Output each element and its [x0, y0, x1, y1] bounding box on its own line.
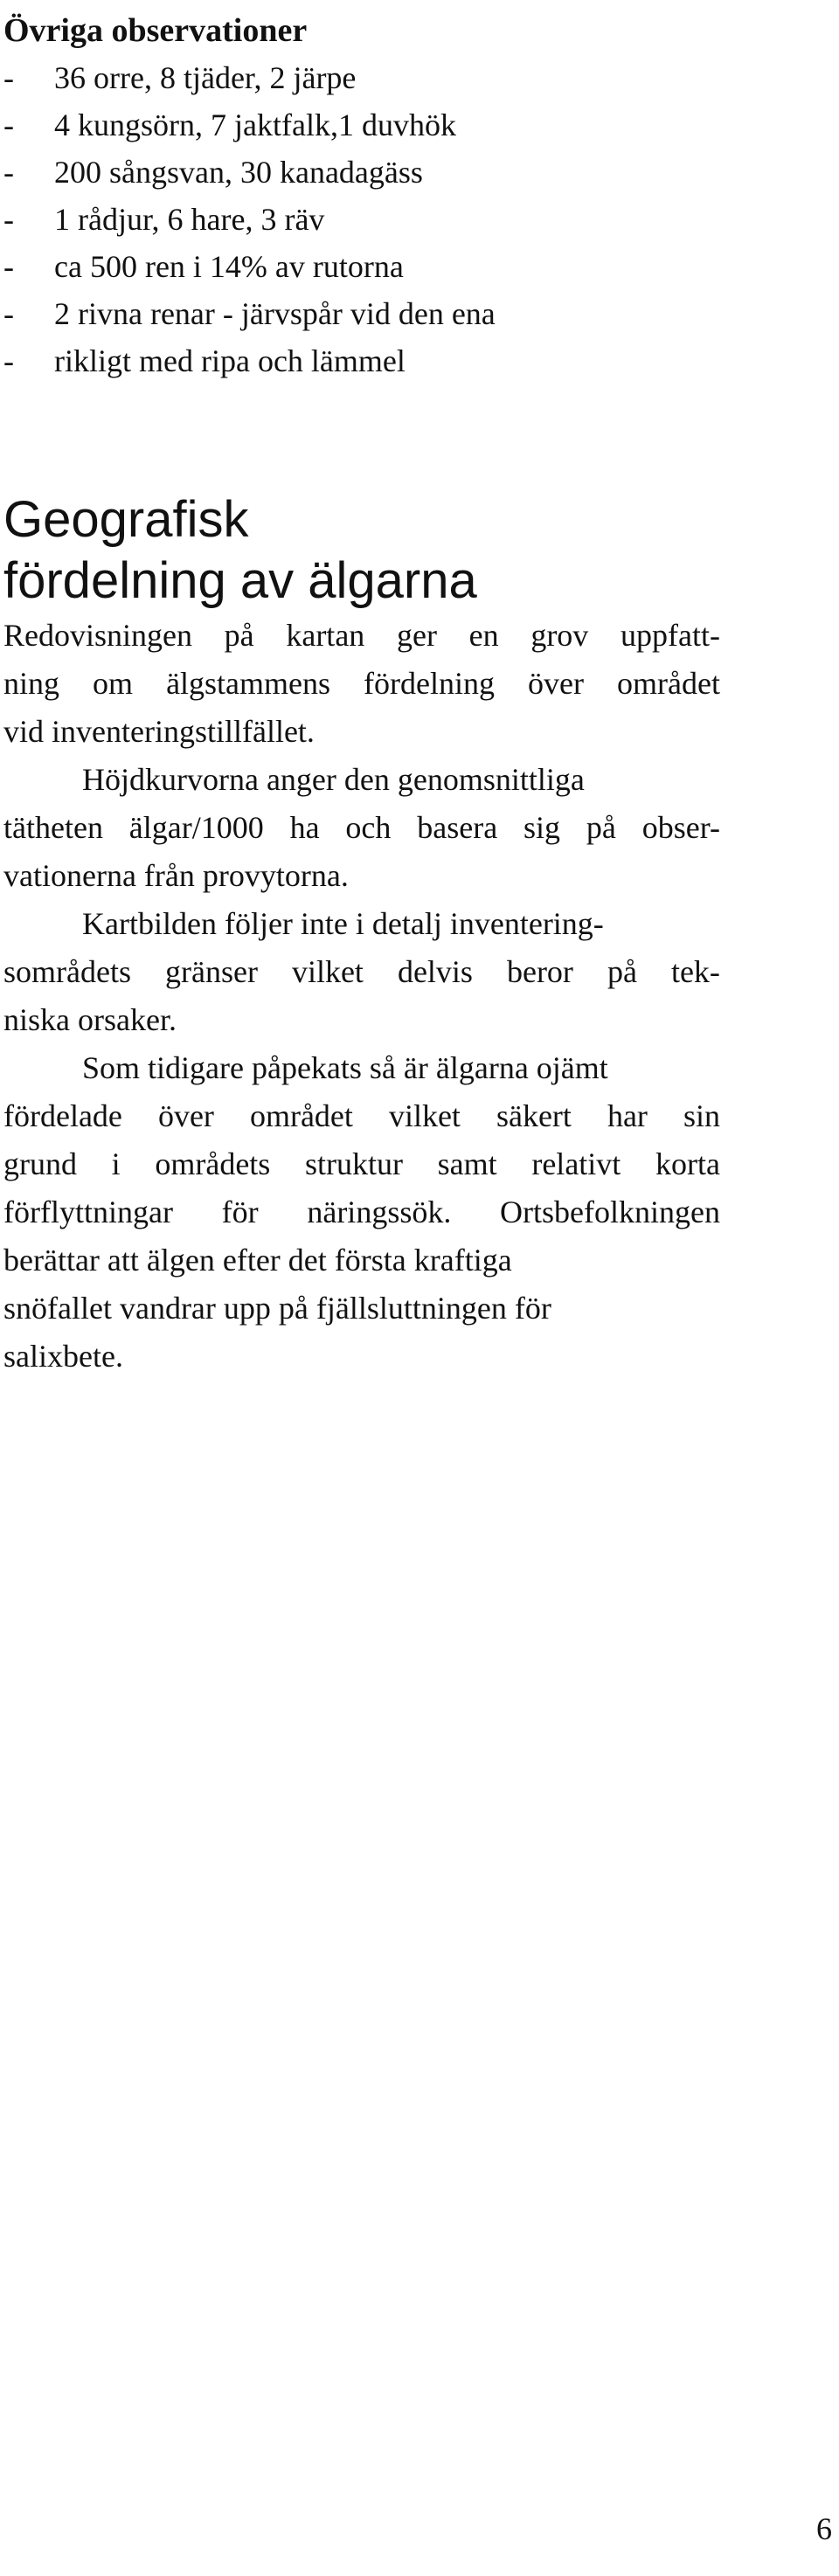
list-dash: - — [3, 343, 14, 378]
word: vilket — [291, 954, 364, 989]
list-dash: - — [3, 202, 14, 237]
word: områdets — [155, 1146, 271, 1181]
list-item — [3, 101, 496, 149]
word: sig — [524, 810, 561, 845]
word: och — [345, 810, 392, 845]
word: tek- — [670, 954, 720, 989]
word: över — [528, 666, 584, 701]
list-item-text: 200 sångsvan, 30 kanadagäss — [54, 155, 423, 190]
word: gränser — [164, 954, 258, 989]
list-dash: - — [3, 60, 14, 95]
word: Redovisningen — [3, 618, 192, 653]
paragraph-line — [3, 612, 720, 660]
word: på — [607, 954, 637, 989]
word: säkert — [496, 1098, 572, 1133]
list-item — [3, 149, 496, 196]
section-title-line: fördelning av älgarna — [3, 552, 477, 609]
word: obser- — [641, 810, 720, 845]
word: grund — [3, 1146, 77, 1181]
paragraph-line: salixbete. — [3, 1339, 123, 1374]
body-text — [3, 612, 720, 1381]
word: beror — [506, 954, 573, 989]
observations-list — [3, 54, 496, 384]
word: fördelning — [364, 666, 496, 701]
section-title-line: Geografisk — [3, 491, 249, 548]
word: sin — [683, 1098, 720, 1133]
section-title — [3, 489, 477, 612]
word: älgar/1000 — [128, 810, 264, 845]
paragraph-line: Som tidigare påpekats så är älgarna ojämt — [82, 1050, 608, 1085]
list-item — [3, 196, 496, 243]
paragraph-line: snöfallet vandrar upp på fjällsluttningen för — [3, 1291, 551, 1326]
word: basera — [417, 810, 498, 845]
word: ger — [396, 618, 437, 653]
list-dash: - — [3, 249, 14, 284]
list-item-text: 2 rivna renar - järvspår vid den ena — [54, 296, 496, 331]
list-item-text: 36 orre, 8 tjäder, 2 järpe — [54, 60, 357, 95]
list-item — [3, 337, 496, 384]
word: om — [93, 666, 134, 701]
word: på — [586, 810, 616, 845]
paragraph-line — [3, 948, 720, 996]
page-number: 6 — [816, 2511, 832, 2546]
word: korta — [655, 1146, 720, 1181]
list-item — [3, 290, 496, 337]
list-item — [3, 54, 496, 101]
word: fördelade — [3, 1098, 122, 1133]
word: förflyttningar — [3, 1195, 173, 1229]
observations-heading: Övriga observationer — [3, 12, 308, 49]
word: Ortsbefolkningen — [500, 1195, 720, 1229]
word: grov — [530, 618, 589, 653]
word: har — [607, 1098, 648, 1133]
word: en — [468, 618, 499, 653]
word: i — [111, 1146, 121, 1181]
paragraph-line — [3, 1140, 720, 1188]
word: relativt — [531, 1146, 621, 1181]
word: vilket — [388, 1098, 461, 1133]
word: samt — [437, 1146, 497, 1181]
word: delvis — [397, 954, 473, 989]
list-item-text: 4 kungsörn, 7 jaktfalk,1 duvhök — [54, 107, 456, 142]
paragraph-line: Kartbilden följer inte i detalj inventering- — [82, 906, 604, 941]
word: tätheten — [3, 810, 103, 845]
paragraph-line: vationerna från provytorna. — [3, 858, 349, 893]
paragraph-line: Höjdkurvorna anger den genomsnittliga — [82, 762, 585, 797]
list-item-text: rikligt med ripa och lämmel — [54, 343, 406, 378]
list-item — [3, 243, 496, 290]
word: på — [224, 618, 254, 653]
word: kartan — [286, 618, 365, 653]
word: älgstammens — [166, 666, 331, 701]
word: näringssök. — [307, 1195, 452, 1229]
list-item-text: 1 rådjur, 6 hare, 3 räv — [54, 202, 325, 237]
paragraph-line — [3, 660, 720, 708]
word: struktur — [305, 1146, 403, 1181]
paragraph-line: berättar att älgen efter det första kraftiga — [3, 1243, 512, 1278]
paragraph-line — [3, 1092, 720, 1140]
paragraph-line — [3, 1188, 720, 1236]
word: området — [249, 1098, 353, 1133]
paragraph-line: vid inventeringstillfället. — [3, 714, 315, 749]
list-item-text: ca 500 ren i 14% av rutorna — [54, 249, 404, 284]
word: för — [221, 1195, 259, 1229]
word: över — [157, 1098, 214, 1133]
word: ning — [3, 666, 60, 701]
word: sområdets — [3, 954, 131, 989]
list-dash: - — [3, 155, 14, 190]
word: området — [617, 666, 720, 701]
list-dash: - — [3, 107, 14, 142]
paragraph-line — [3, 804, 720, 852]
paragraph-line: niska orsaker. — [3, 1002, 177, 1037]
word: uppfatt- — [621, 618, 720, 653]
word: ha — [289, 810, 320, 845]
list-dash: - — [3, 296, 14, 331]
